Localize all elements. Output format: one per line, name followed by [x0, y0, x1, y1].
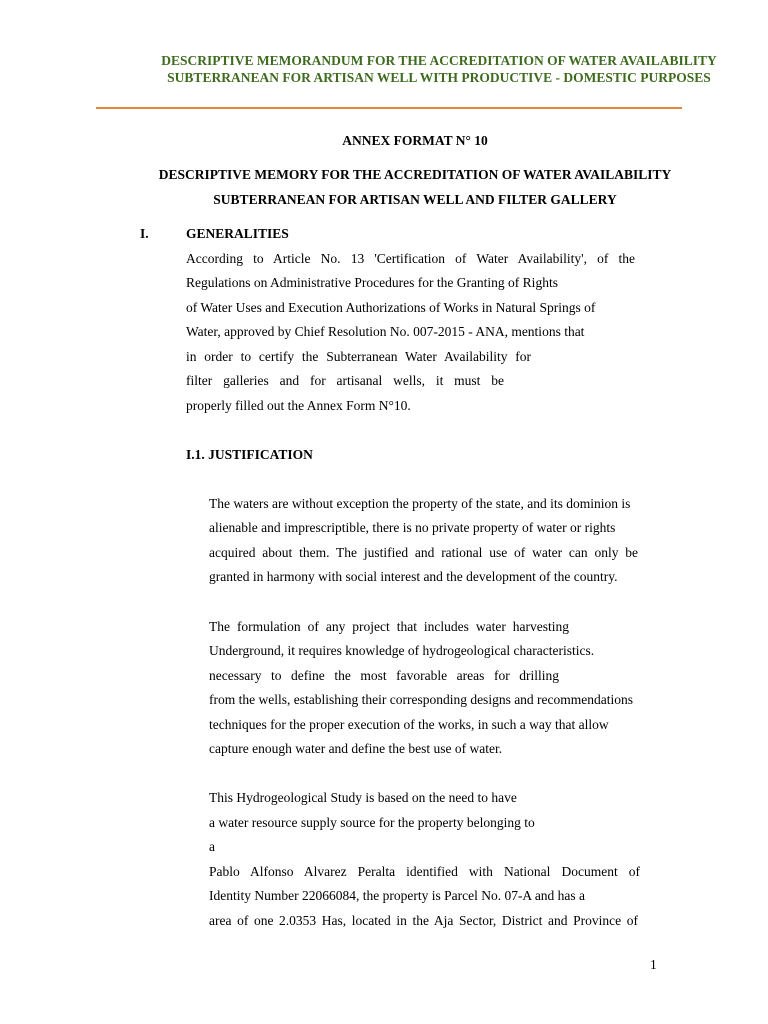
annex-title: ANNEX FORMAT N° 10 [342, 133, 488, 148]
generalities-line: Water, approved by Chief Resolution No. 007-2015 - ANA, mentions that [186, 324, 585, 339]
annex-subtitle-1: DESCRIPTIVE MEMORY FOR THE ACCREDITATION OF WATER AVAILABILITY [158, 167, 672, 182]
justification-line: granted in harmony with social interest and the development of the country. [209, 569, 618, 584]
section-number: I. [140, 226, 149, 241]
page-number: 1 [650, 957, 657, 972]
justification-line: Pablo Alfonso Alvarez Peralta identified with National Document of [209, 864, 640, 879]
justification-line: necessary to define the most favorable areas for drilling [209, 668, 559, 683]
justification-line: a [209, 839, 215, 854]
justification-line: techniques for the proper execution of the works, in such a way that allow [209, 717, 609, 732]
header-divider [96, 107, 682, 109]
justification-line: acquired about them. The justified and rational use of water can only be [209, 545, 638, 560]
justification-line: from the wells, establishing their corresponding designs and recommendations [209, 692, 634, 707]
annex-subtitle-2: SUBTERRANEAN FOR ARTISAN WELL AND FILTER GALLERY [213, 192, 617, 207]
justification-line: The waters are without exception the property of the state, and its dominion is [209, 496, 631, 511]
justification-line: Underground, it requires knowledge of hydrogeological characteristics. [209, 643, 595, 658]
justification-line: area of one 2.0353 Has, located in the Aja Sector, District and Province of [209, 913, 638, 928]
justification-line: Identity Number 22066084, the property is Parcel No. 07-A and has a [209, 888, 586, 903]
justification-line: This Hydrogeological Study is based on the need to have [209, 790, 517, 805]
document-header-line-2: SUBTERRANEAN FOR ARTISAN WELL WITH PRODUCTIVE - DOMESTIC PURPOSES [167, 70, 711, 85]
generalities-line: According to Article No. 13 'Certification of Water Availability', of the [186, 251, 635, 266]
document-header-line-1: DESCRIPTIVE MEMORANDUM FOR THE ACCREDITATION OF WATER AVAILABILITY [161, 53, 717, 68]
section-heading: GENERALITIES [186, 226, 289, 241]
subsection-heading: I.1. JUSTIFICATION [186, 447, 313, 462]
generalities-line: filter galleries and for artisanal wells, it must be [186, 373, 504, 388]
justification-line: The formulation of any project that includes water harvesting [209, 619, 569, 634]
generalities-line: of Water Uses and Execution Authorizations of Works in Natural Springs of [186, 300, 596, 315]
justification-line: alienable and imprescriptible, there is no private property of water or rights [209, 520, 616, 535]
justification-line: capture enough water and define the best use of water. [209, 741, 503, 756]
generalities-line: Regulations on Administrative Procedures for the Granting of Rights [186, 275, 558, 290]
generalities-line: in order to certify the Subterranean Water Availability for [186, 349, 531, 364]
justification-line: a water resource supply source for the property belonging to [209, 815, 535, 830]
generalities-line: properly filled out the Annex Form N°10. [186, 398, 411, 413]
